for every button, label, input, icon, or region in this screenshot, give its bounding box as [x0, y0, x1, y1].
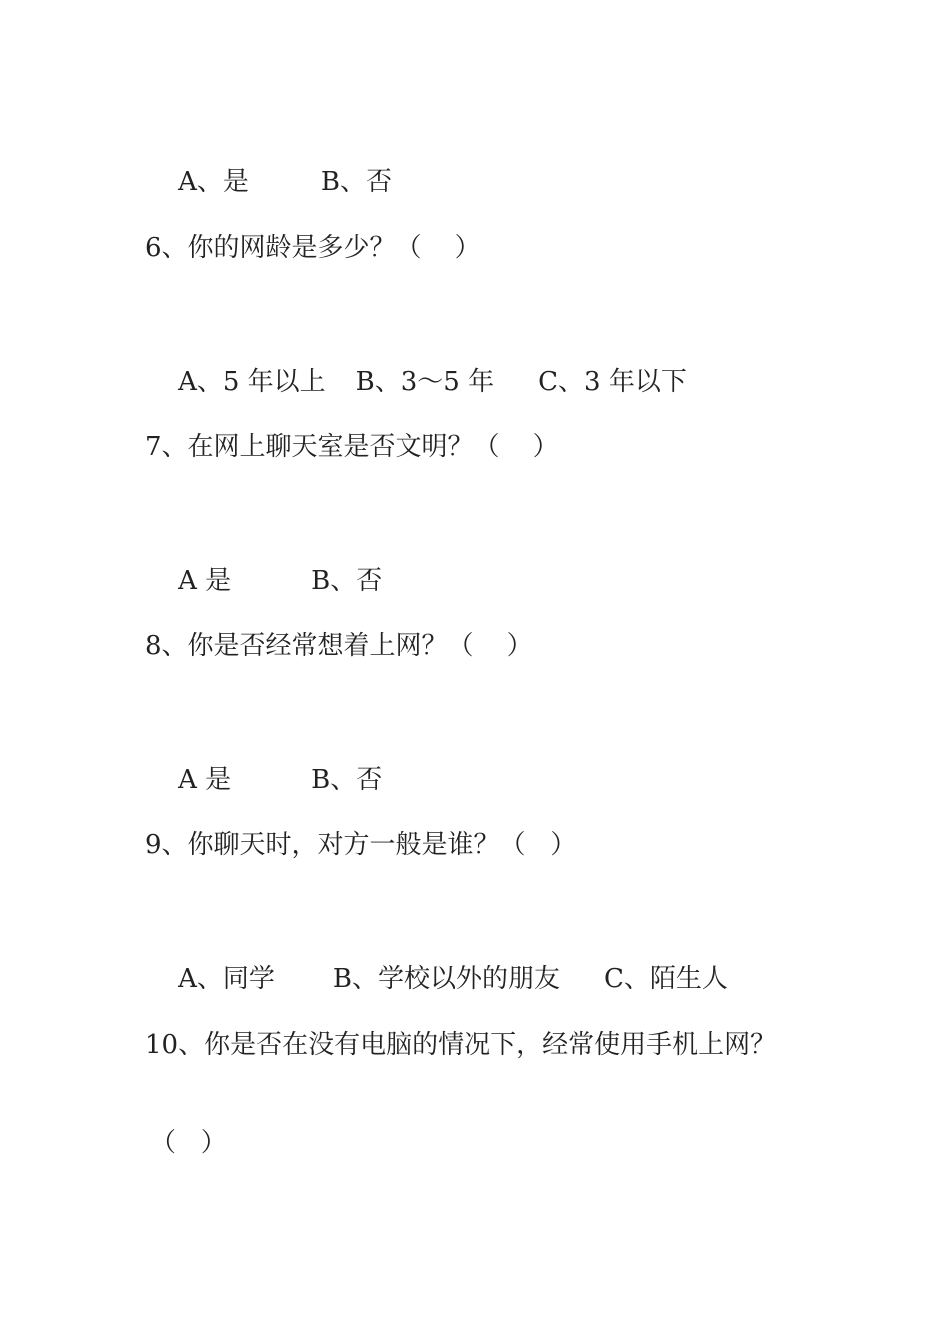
q7-option-b: B、否 [311, 566, 383, 596]
q5-options [145, 131, 392, 233]
q7-option-a: A 是 [178, 566, 232, 596]
q10-question: 10、你是否在没有电脑的情况下，经常使用手机上网？ [145, 1030, 777, 1060]
q9-question: 9、你聊天时，对方一般是谁？（ ） [145, 830, 577, 860]
q8-options [145, 729, 382, 831]
q7-options [145, 530, 382, 632]
q6-question: 6、你的网龄是多少？（ ） [145, 233, 481, 263]
q5-option-b: B、否 [320, 167, 392, 197]
q9-option-a: A、同学 [178, 964, 275, 994]
q9-option-b: B、学校以外的朋友 [332, 964, 560, 994]
q6-options [145, 331, 687, 433]
q9-options [145, 928, 728, 1030]
q8-question: 8、你是否经常想着上网？（ ） [145, 631, 533, 661]
q10-answer-blank: （ ） [150, 1128, 227, 1158]
q8-option-a: A 是 [178, 765, 232, 795]
q7-question: 7、在网上聊天室是否文明？（ ） [145, 432, 559, 462]
q8-option-b: B、否 [311, 765, 383, 795]
q6-option-a: A、5 年以上 [178, 367, 326, 397]
q6-option-c: C、3 年以下 [538, 367, 687, 397]
q6-option-b: B、3～5 年 [355, 367, 495, 397]
q9-option-c: C、陌生人 [603, 964, 728, 994]
q5-option-a: A、是 [178, 167, 249, 197]
